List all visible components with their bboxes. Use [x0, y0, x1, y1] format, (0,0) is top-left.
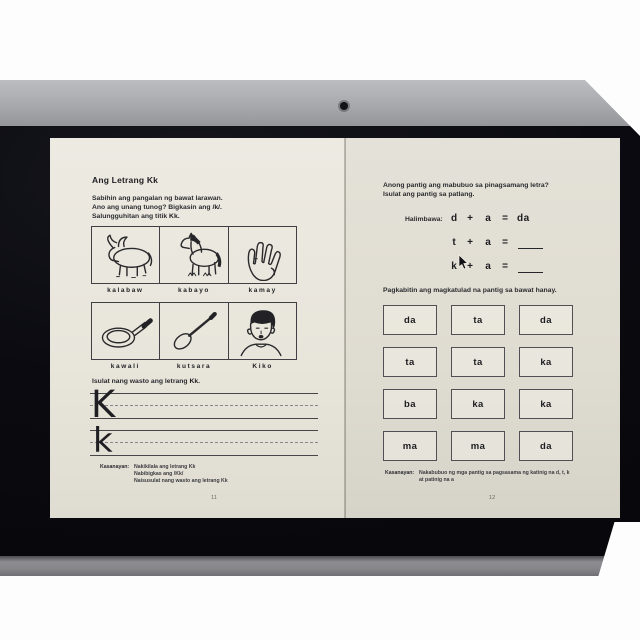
instruction-line-2: Ano ang unang tunog? Bigkasin ang /k/. [92, 204, 222, 211]
instruction-line-1: Sabihin ang pangalan ng bawat larawan. [92, 195, 223, 202]
picture-cell-kamay [229, 227, 296, 283]
equation-letter: a [485, 213, 491, 224]
picture-cell-kutsara [160, 303, 228, 359]
picture-cell-kabayo [160, 227, 228, 283]
equation-letter: d [450, 213, 458, 224]
page-spine-divider [344, 138, 346, 518]
picture-cell-kiko [229, 303, 296, 359]
picture-cell-kalabaw [92, 227, 160, 283]
skills-footer-label: Kasanayan: [385, 470, 415, 476]
hand-drawing [230, 229, 294, 281]
answer-blank [518, 262, 543, 273]
picture-label: kalabaw [107, 287, 144, 294]
picture-label: kutsara [176, 363, 212, 370]
page-number-left: 11 [210, 495, 218, 501]
horse-drawing [162, 229, 226, 281]
guide-line-dashed [90, 442, 318, 443]
picture-labels-row-1 [91, 287, 297, 294]
syllable-box: ta [383, 347, 437, 377]
equation-letter: a [485, 237, 491, 248]
mouse-cursor-icon [458, 254, 469, 270]
guide-line [90, 430, 318, 431]
plus-sign: + [467, 213, 473, 224]
workbook-spread [50, 138, 620, 518]
picture-label: Kiko [252, 363, 273, 370]
syllable-box: ma [451, 431, 505, 461]
example-label: Halimbawa: [405, 216, 443, 223]
syllable-box: ta [451, 305, 505, 335]
syllable-box: ba [383, 389, 437, 419]
plus-sign: + [467, 237, 473, 248]
picture-label: kawali [110, 363, 140, 370]
page-number-right: 12 [488, 495, 496, 501]
laptop-lid-edge [0, 80, 640, 126]
question-line-2: Isulat ang pantig sa patlang. [383, 191, 475, 198]
practice-letter-lowercase: k [93, 421, 113, 461]
syllable-box: ka [451, 389, 505, 419]
equation-letter: t [452, 237, 456, 248]
page-title: Ang Letrang Kk [92, 175, 159, 185]
webcam-icon [340, 102, 348, 110]
equals-sign: = [502, 213, 508, 224]
syllable-box: ka [519, 347, 573, 377]
instruction-line-3: Salungguhitan ang titik Kk. [92, 213, 180, 220]
plus-sign: + [467, 261, 473, 272]
picture-cell-kawali [92, 303, 160, 359]
guide-line [90, 393, 318, 394]
syllable-box: ma [383, 431, 437, 461]
syllable-grid [383, 305, 573, 461]
equation-result: da [517, 213, 530, 224]
equation-letter: a [485, 261, 491, 272]
skills-footer-lines: Nakikilala ang letrang Kk Nabibigkas ang /Kk/ Naisusulat nang wasto ang letrang Kk [134, 464, 228, 485]
guide-line [90, 455, 318, 456]
match-prompt: Pagkabitin ang magkatulad na pantig sa bawat hanay. [383, 287, 557, 294]
frying-pan-drawing [94, 305, 158, 357]
answer-blank [518, 238, 543, 249]
syllable-box: da [519, 431, 573, 461]
picture-labels-row-2 [91, 363, 297, 370]
picture-label: kamay [248, 287, 277, 294]
picture-row-2 [91, 302, 297, 360]
syllable-box: da [519, 305, 573, 335]
equals-sign: = [502, 261, 508, 272]
spoon-drawing [162, 305, 226, 357]
equals-sign: = [502, 237, 508, 248]
question-line-1: Anong pantig ang mabubuo sa pinagsamang letra? [383, 182, 549, 189]
boy-portrait-drawing [230, 304, 294, 358]
picture-row-1 [91, 226, 297, 284]
practice-letter-uppercase: K [91, 383, 116, 426]
guide-line [90, 418, 318, 419]
syllable-box: ta [451, 347, 505, 377]
equation-letter: k [451, 261, 457, 272]
write-prompt: Isulat nang wasto ang letrang Kk. [92, 378, 201, 385]
syllable-box: ka [519, 389, 573, 419]
laptop-hinge [0, 556, 640, 576]
picture-label: kabayo [178, 287, 211, 294]
skills-footer-label: Kasanayan: [100, 464, 130, 470]
carabao-drawing [94, 229, 158, 281]
guide-line-dashed [90, 405, 318, 406]
syllable-box: da [383, 305, 437, 335]
skills-footer-lines: Nakabubuo ng mga pantig sa pagsasama ng katinig na d, t, k at patinig na a [419, 470, 570, 483]
